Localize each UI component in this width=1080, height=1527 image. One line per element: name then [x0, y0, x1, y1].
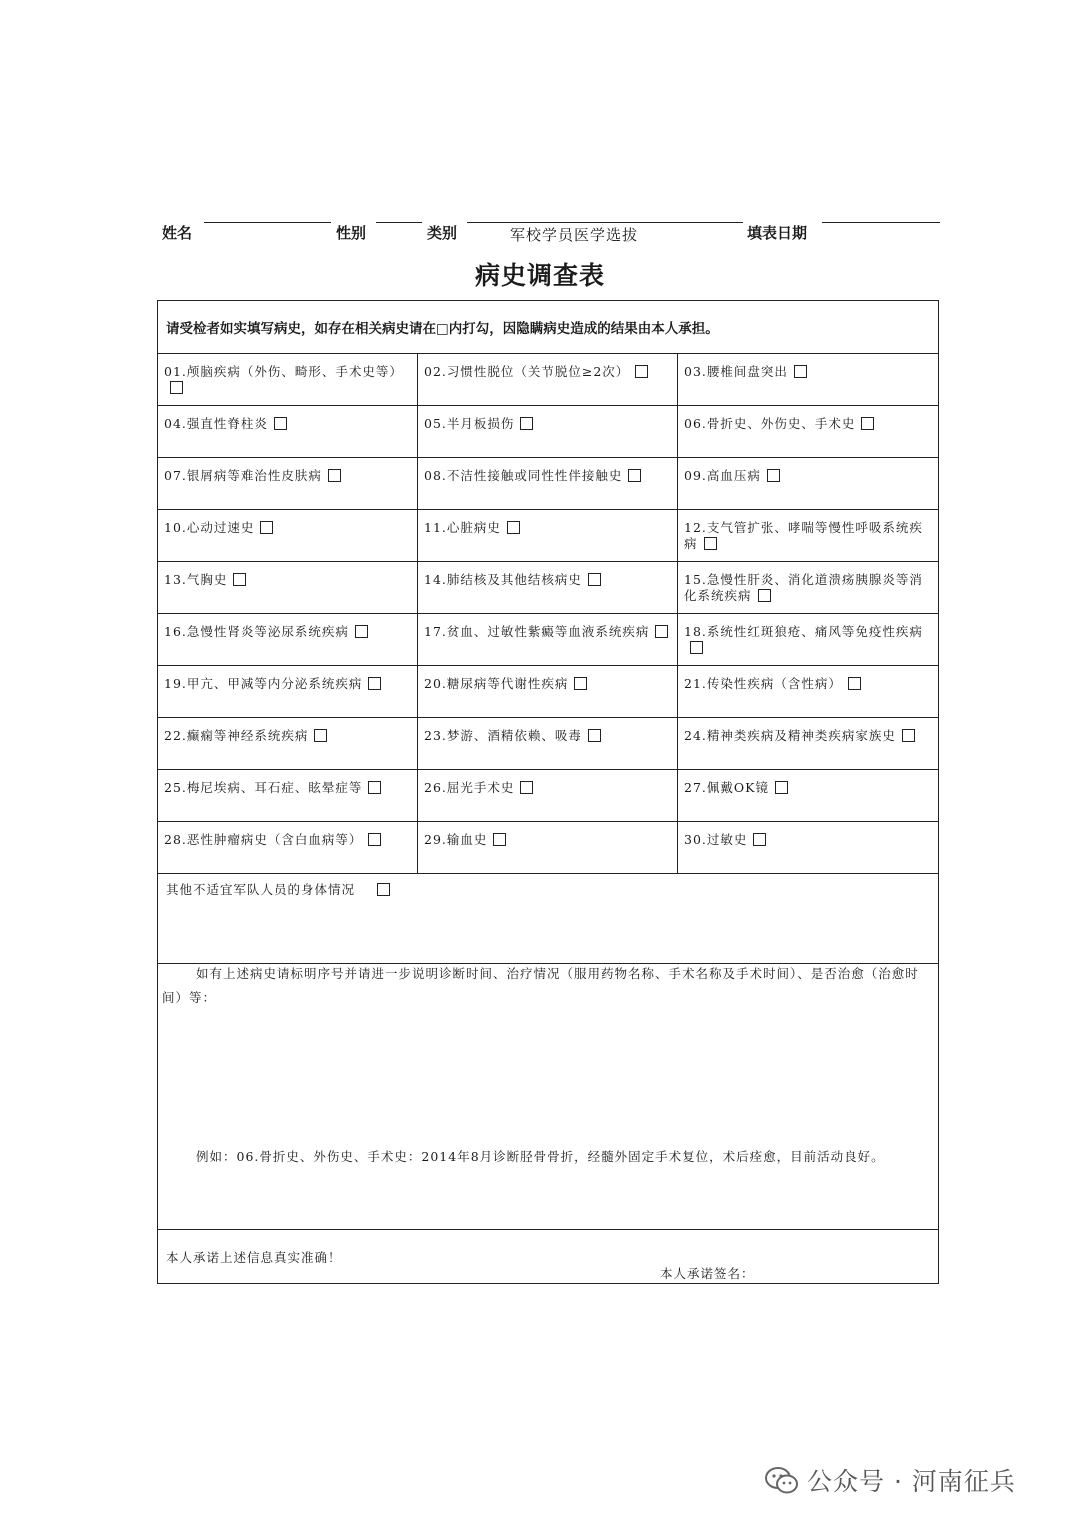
signature-label: 本人承诺签名：: [660, 1266, 755, 1281]
history-item-label: 10.心动过速史: [164, 520, 255, 535]
form-title: 病史调查表: [474, 261, 605, 290]
history-item-label: 07.银屑病等难治性皮肤病: [164, 468, 322, 483]
history-item: [678, 666, 938, 718]
history-item-label: 25.梅尼埃病、耳石症、眩晕症等: [164, 780, 363, 795]
history-item: [418, 770, 678, 822]
history-item-checkbox[interactable]: [574, 677, 587, 690]
history-item: [418, 666, 678, 718]
wechat-icon: [765, 1466, 799, 1502]
history-item-label: 27.佩戴OK镜: [684, 780, 769, 795]
history-item: [158, 822, 418, 874]
history-item: [678, 822, 938, 874]
history-item-checkbox[interactable]: [704, 537, 717, 550]
history-item: [418, 822, 678, 874]
name-label: 姓名: [162, 224, 193, 242]
history-item-label: 03.腰椎间盘突出: [684, 364, 788, 379]
history-item: [678, 718, 938, 770]
history-item-checkbox[interactable]: [274, 417, 287, 430]
history-item: [418, 406, 678, 458]
history-item: [678, 770, 938, 822]
history-item: [158, 562, 418, 614]
history-item-checkbox[interactable]: [753, 833, 766, 846]
explanation-area[interactable]: [158, 964, 938, 1230]
history-item-checkbox[interactable]: [588, 729, 601, 742]
history-item-checkbox[interactable]: [233, 573, 246, 586]
gender-field[interactable]: [376, 222, 422, 223]
history-item-label: 06.骨折史、外伤史、手术史: [684, 416, 856, 431]
history-item-label: 26.屈光手术史: [424, 780, 515, 795]
history-item-label: 04.强直性脊柱炎: [164, 416, 268, 431]
history-item-checkbox[interactable]: [588, 573, 601, 586]
category-field[interactable]: [467, 222, 743, 223]
history-item-label: 29.输血史: [424, 832, 488, 847]
date-label: 填表日期: [747, 224, 808, 242]
history-item: [418, 458, 678, 510]
history-item-label: 20.糖尿病等代谢性疾病: [424, 676, 569, 691]
explanation-prompt: 如有上述病史请标明序号并请进一步说明诊断时间、治疗情况（服用药物名称、手术名称及手术时间）、是否治愈（治愈时间）等：: [162, 966, 919, 1005]
history-item-checkbox[interactable]: [368, 677, 381, 690]
history-item-label: 22.癫痫等神经系统疾病: [164, 728, 309, 743]
history-item: [678, 458, 938, 510]
category-label: 类别: [427, 224, 458, 242]
other-condition-row: [158, 872, 938, 964]
history-item-label: 15.急慢性肝炎、消化道溃疡胰腺炎等消化系统疾病: [684, 572, 923, 603]
history-item: [418, 562, 678, 614]
history-item-checkbox[interactable]: [861, 417, 874, 430]
history-item-label: 01.颅脑疾病（外伤、畸形、手术史等）: [164, 364, 403, 379]
watermark: [765, 1462, 1016, 1502]
history-item-checkbox[interactable]: [775, 781, 788, 794]
instruction-notice: 请受检者如实填写病史，如存在相关病史请在□内打勾，因隐瞒病史造成的结果由本人承担。: [158, 301, 938, 354]
history-item-label: 17.贫血、过敏性紫癜等血液系统疾病: [424, 624, 650, 639]
other-condition-checkbox[interactable]: [377, 883, 390, 896]
history-item-label: 28.恶性肿瘤病史（含白血病等）: [164, 832, 363, 847]
history-item: [158, 458, 418, 510]
history-item: [418, 354, 678, 406]
medical-history-table: [157, 300, 939, 1284]
watermark-text: 公众号 · 河南征兵: [807, 1467, 1016, 1496]
history-item-checkbox[interactable]: [328, 469, 341, 482]
history-item: [158, 718, 418, 770]
history-item: [418, 510, 678, 562]
promise-row: [158, 1230, 938, 1285]
history-item-label: 13.气胸史: [164, 572, 228, 587]
history-item-label: 02.习惯性脱位（关节脱位≥2次）: [424, 364, 630, 379]
history-item: [678, 354, 938, 406]
history-item-checkbox[interactable]: [690, 641, 703, 654]
history-item-label: 09.高血压病: [684, 468, 761, 483]
history-item-checkbox[interactable]: [902, 729, 915, 742]
history-item-checkbox[interactable]: [628, 469, 641, 482]
history-item-checkbox[interactable]: [314, 729, 327, 742]
history-item: [678, 614, 938, 666]
history-item: [678, 510, 938, 562]
history-item: [418, 614, 678, 666]
history-item: [158, 406, 418, 458]
history-item-label: 12.支气管扩张、哮喘等慢性呼吸系统疾病: [684, 520, 923, 551]
history-item-label: 11.心脏病史: [424, 520, 501, 535]
history-item: [678, 406, 938, 458]
history-item: [678, 562, 938, 614]
history-item-checkbox[interactable]: [635, 365, 648, 378]
category-value: 军校学员医学选拔: [510, 226, 639, 244]
history-item-label: 19.甲亢、甲减等内分泌系统疾病: [164, 676, 363, 691]
history-item-label: 08.不洁性接触或同性性伴接触史: [424, 468, 623, 483]
history-item-label: 05.半月板损伤: [424, 416, 515, 431]
history-item-checkbox[interactable]: [493, 833, 506, 846]
gender-label: 性别: [336, 224, 367, 242]
explanation-example: 例如：06.骨折史、外伤史、手术史：2014年8月诊断胫骨骨折，经髓外固定手术复位，术后痊愈，目前活动良好。: [196, 1149, 885, 1164]
date-field[interactable]: [822, 222, 940, 223]
history-item-checkbox[interactable]: [767, 469, 780, 482]
history-item-checkbox[interactable]: [355, 625, 368, 638]
history-item-checkbox[interactable]: [368, 833, 381, 846]
history-item-checkbox[interactable]: [758, 589, 771, 602]
history-item-label: 16.急慢性肾炎等泌尿系统疾病: [164, 624, 349, 639]
history-item-checkbox[interactable]: [170, 381, 183, 394]
history-item-checkbox[interactable]: [794, 365, 807, 378]
name-field[interactable]: [204, 222, 331, 223]
history-item-label: 21.传染性疾病（含性病）: [684, 676, 842, 691]
history-item-checkbox[interactable]: [520, 781, 533, 794]
history-item-label: 24.精神类疾病及精神类疾病家族史: [684, 728, 896, 743]
history-item-checkbox[interactable]: [848, 677, 861, 690]
history-item-checkbox[interactable]: [368, 781, 381, 794]
history-item: [158, 354, 418, 406]
history-item: [158, 510, 418, 562]
promise-statement: 本人承诺上述信息真实准确！: [166, 1250, 342, 1265]
history-item: [158, 614, 418, 666]
history-item-label: 30.过敏史: [684, 832, 748, 847]
history-item-checkbox[interactable]: [520, 417, 533, 430]
history-item-label: 14.肺结核及其他结核病史: [424, 572, 582, 587]
history-item-label: 23.梦游、酒精依赖、吸毒: [424, 728, 582, 743]
other-condition-label: 其他不适宜军队人员的身体情况: [166, 882, 356, 897]
history-item: [158, 666, 418, 718]
history-item-label: 18.系统性红斑狼疮、痛风等免疫性疾病: [684, 624, 923, 639]
form-header: [160, 222, 940, 248]
history-item-checkbox[interactable]: [507, 521, 520, 534]
history-item: [418, 718, 678, 770]
history-item-checkbox[interactable]: [260, 521, 273, 534]
history-item: [158, 770, 418, 822]
history-item-grid: [158, 354, 938, 874]
history-item-checkbox[interactable]: [655, 625, 668, 638]
